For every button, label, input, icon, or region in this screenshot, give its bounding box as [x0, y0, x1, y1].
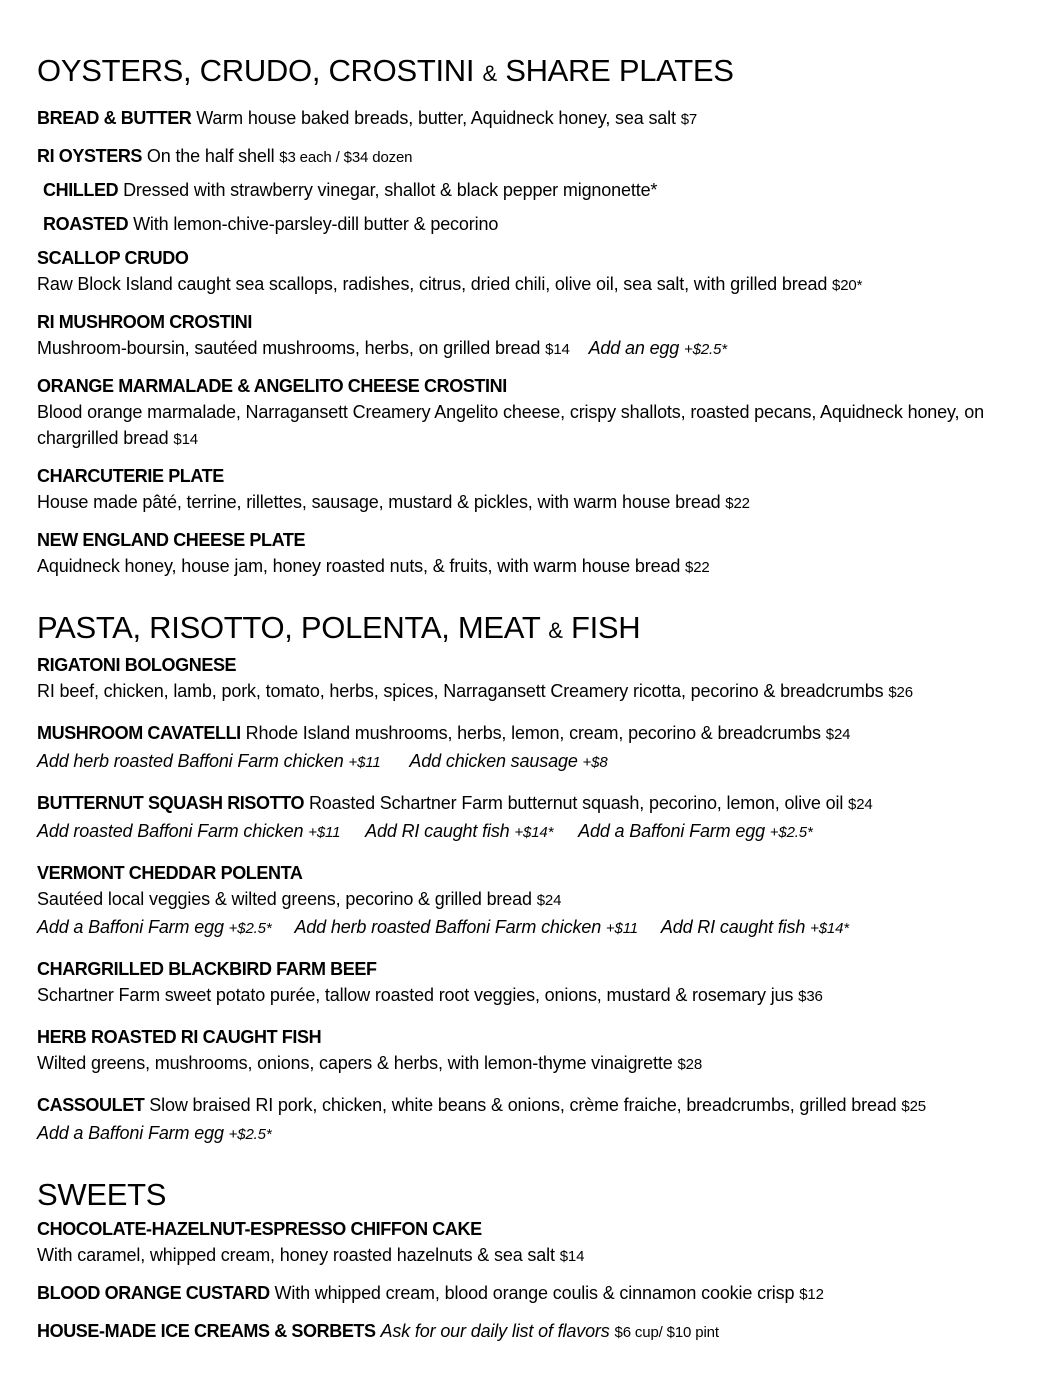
- addon-price: +$11: [308, 824, 341, 841]
- item-desc: On the half shell: [146, 146, 275, 166]
- section-title-sweets: [37, 1178, 1047, 1212]
- item-name: CASSOULET: [37, 1095, 145, 1115]
- addon-label: Add roasted Baffoni Farm chicken: [37, 821, 304, 841]
- item-desc: Sautéed local veggies & wilted greens, pecorino & grilled bread: [37, 889, 532, 909]
- addon-label: Add a Baffoni Farm egg: [578, 821, 765, 841]
- menu-item-cavatelli: [37, 720, 1047, 776]
- item-line: [37, 790, 1047, 818]
- item-desc: With whipped cream, blood orange coulis & cinnamon cookie crisp: [274, 1283, 795, 1303]
- item-price: $6 cup/ $10 pint: [614, 1324, 719, 1341]
- item-price: $28: [677, 1056, 703, 1073]
- item-name: HOUSE-MADE ICE CREAMS & SORBETS: [37, 1321, 376, 1341]
- addon-price: +$2.5*: [228, 920, 272, 937]
- item-desc: Wilted greens, mushrooms, onions, capers & herbs, with lemon-thyme vinaigrette: [37, 1053, 673, 1073]
- addon-label: Add RI caught fish: [365, 821, 510, 841]
- item-line: [37, 678, 1047, 706]
- addon-label: Add a Baffoni Farm egg: [37, 1123, 224, 1143]
- addon-label: Add RI caught fish: [660, 917, 806, 937]
- item-line: [37, 489, 1047, 517]
- item-price: $26: [888, 684, 913, 701]
- menu-item-risotto: [37, 790, 1047, 846]
- item-price: $24: [848, 796, 873, 813]
- item-name: RI MUSHROOM CROSTINI: [37, 312, 252, 332]
- section-title-amp: &: [482, 61, 497, 86]
- menu-item-icecream: [37, 1318, 1047, 1346]
- menu-item-bread: [37, 105, 1047, 133]
- addon-price: +$11: [348, 754, 381, 771]
- menu-item-beef: [37, 956, 1047, 1010]
- item-name: CHILLED: [43, 180, 119, 200]
- menu-item-mushroom-crostini: [37, 309, 1047, 363]
- addon-label: Add chicken sausage: [409, 751, 578, 771]
- item-desc: With caramel, whipped cream, honey roasted hazelnuts & sea salt: [37, 1245, 555, 1265]
- item-name: ORANGE MARMALADE & ANGELITO CHEESE CROSTINI: [37, 376, 507, 396]
- addon-label: Add herb roasted Baffoni Farm chicken: [37, 751, 344, 771]
- menu-subitem-chilled: [37, 177, 1047, 203]
- addon-label: Add an egg: [588, 338, 680, 358]
- item-price: $12: [799, 1286, 824, 1303]
- addon-price: +$14*: [514, 824, 554, 841]
- item-desc: RI beef, chicken, lamb, pork, tomato, herbs, spices, Narragansett Creamery ricotta, pecorino & breadcrumbs: [37, 681, 884, 701]
- item-price: $22: [685, 559, 710, 576]
- item-price: $3 each / $34 dozen: [279, 149, 413, 166]
- addon-label: Add herb roasted Baffoni Farm chicken: [294, 917, 602, 937]
- menu-page: [37, 54, 1047, 1346]
- addon-label: Add a Baffoni Farm egg: [37, 917, 224, 937]
- section-title-amp: &: [548, 618, 563, 643]
- item-price: $20*: [832, 277, 863, 294]
- item-line: [37, 886, 1047, 914]
- menu-item-oysters: [37, 143, 1047, 171]
- item-price: $14: [545, 341, 570, 358]
- addon-price: +$8: [582, 754, 608, 771]
- item-name: SCALLOP CRUDO: [37, 248, 189, 268]
- item-price: $14: [173, 431, 198, 448]
- item-line: [37, 1242, 1047, 1270]
- addon-price: +$2.5*: [684, 341, 727, 358]
- addon-price: +$2.5*: [228, 1126, 272, 1143]
- item-addons: [37, 1120, 1047, 1148]
- menu-item-charcuterie: [37, 463, 1047, 517]
- item-addons: [37, 818, 1047, 846]
- item-name: HERB ROASTED RI CAUGHT FISH: [37, 1027, 322, 1047]
- item-price: $22: [725, 495, 750, 512]
- section-title-text-end: FISH: [570, 610, 641, 645]
- item-name: CHARGRILLED BLACKBIRD FARM BEEF: [37, 959, 377, 979]
- item-name: BUTTERNUT SQUASH RISOTTO: [37, 793, 305, 813]
- item-line: [37, 1092, 1047, 1120]
- item-name: RIGATONI BOLOGNESE: [37, 655, 237, 675]
- item-desc: Raw Block Island caught sea scallops, radishes, citrus, dried chili, olive oil, sea salt, with grilled bread: [37, 274, 828, 294]
- item-name: BLOOD ORANGE CUSTARD: [37, 1283, 270, 1303]
- item-line: [37, 982, 1047, 1010]
- addon-price: +$11: [605, 920, 638, 937]
- item-desc: Rhode Island mushrooms, herbs, lemon, cream, pecorino & breadcrumbs: [245, 723, 821, 743]
- menu-item-marmalade-crostini: [37, 373, 1047, 453]
- item-desc: Warm house baked breads, butter, Aquidneck honey, sea salt: [196, 108, 676, 128]
- item-price: $24: [825, 726, 851, 743]
- menu-item-cheese-plate: [37, 527, 1047, 581]
- item-desc: Ask for our daily list of flavors: [380, 1321, 610, 1341]
- item-line: [37, 553, 1047, 581]
- item-price: $14: [559, 1248, 585, 1265]
- menu-item-scallop: [37, 245, 1047, 299]
- item-name: MUSHROOM CAVATELLI: [37, 723, 241, 743]
- menu-item-cake: [37, 1216, 1047, 1270]
- item-price: $36: [798, 988, 823, 1005]
- item-line: [37, 720, 1047, 748]
- menu-subitem-roasted: [37, 211, 1047, 237]
- section-title-text: PASTA, RISOTTO, POLENTA, MEAT: [37, 610, 540, 645]
- item-name: CHOCOLATE-HAZELNUT-ESPRESSO CHIFFON CAKE: [37, 1219, 482, 1239]
- item-line: [37, 399, 1027, 453]
- addon-price: +$2.5*: [769, 824, 813, 841]
- item-name: CHARCUTERIE PLATE: [37, 466, 224, 486]
- menu-item-custard: [37, 1280, 1047, 1308]
- menu-item-rigatoni: [37, 652, 1047, 706]
- item-price: $24: [536, 892, 562, 909]
- item-line: [37, 1050, 1047, 1078]
- item-desc: Dressed with strawberry vinegar, shallot & black pepper mignonette*: [123, 180, 658, 200]
- item-desc: House made pâté, terrine, rillettes, sausage, mustard & pickles, with warm house bread: [37, 492, 721, 512]
- section-title-text-end: SHARE PLATES: [505, 53, 734, 88]
- menu-item-cassoulet: [37, 1092, 1047, 1148]
- item-line: [37, 335, 1047, 363]
- addon-price: +$14*: [810, 920, 849, 937]
- menu-item-fish: [37, 1024, 1047, 1078]
- item-name: ROASTED: [43, 214, 129, 234]
- item-name: RI OYSTERS: [37, 146, 143, 166]
- item-desc: Schartner Farm sweet potato purée, tallow roasted root veggies, onions, mustard & rosemary jus: [37, 985, 794, 1005]
- item-name: BREAD & BUTTER: [37, 108, 192, 128]
- section-title-share-plates: [37, 54, 1047, 91]
- item-desc: Blood orange marmalade, Narragansett Creamery Angelito cheese, crispy shallots, roasted pecans, Aquidneck honey, on chargrilled bread: [37, 402, 984, 448]
- item-addons: [37, 748, 1047, 776]
- menu-item-polenta: [37, 860, 1047, 942]
- item-desc: Mushroom-boursin, sautéed mushrooms, herbs, on grilled bread: [37, 338, 541, 358]
- item-desc: Aquidneck honey, house jam, honey roasted nuts, & fruits, with warm house bread: [37, 556, 681, 576]
- section-title-text: SWEETS: [37, 1177, 167, 1212]
- item-name: NEW ENGLAND CHEESE PLATE: [37, 530, 306, 550]
- item-price: $7: [680, 111, 698, 128]
- item-addons: [37, 914, 1047, 942]
- item-desc: With lemon-chive-parsley-dill butter & pecorino: [133, 214, 499, 234]
- section-title-mains: [37, 611, 1047, 648]
- item-name: VERMONT CHEDDAR POLENTA: [37, 863, 303, 883]
- item-desc: Roasted Schartner Farm butternut squash, pecorino, lemon, olive oil: [308, 793, 844, 813]
- item-line: [37, 271, 1047, 299]
- item-price: $25: [901, 1098, 926, 1115]
- item-desc: Slow braised RI pork, chicken, white beans & onions, crème fraiche, breadcrumbs, grilled bread: [149, 1095, 897, 1115]
- section-title-text: OYSTERS, CRUDO, CROSTINI: [37, 53, 475, 88]
